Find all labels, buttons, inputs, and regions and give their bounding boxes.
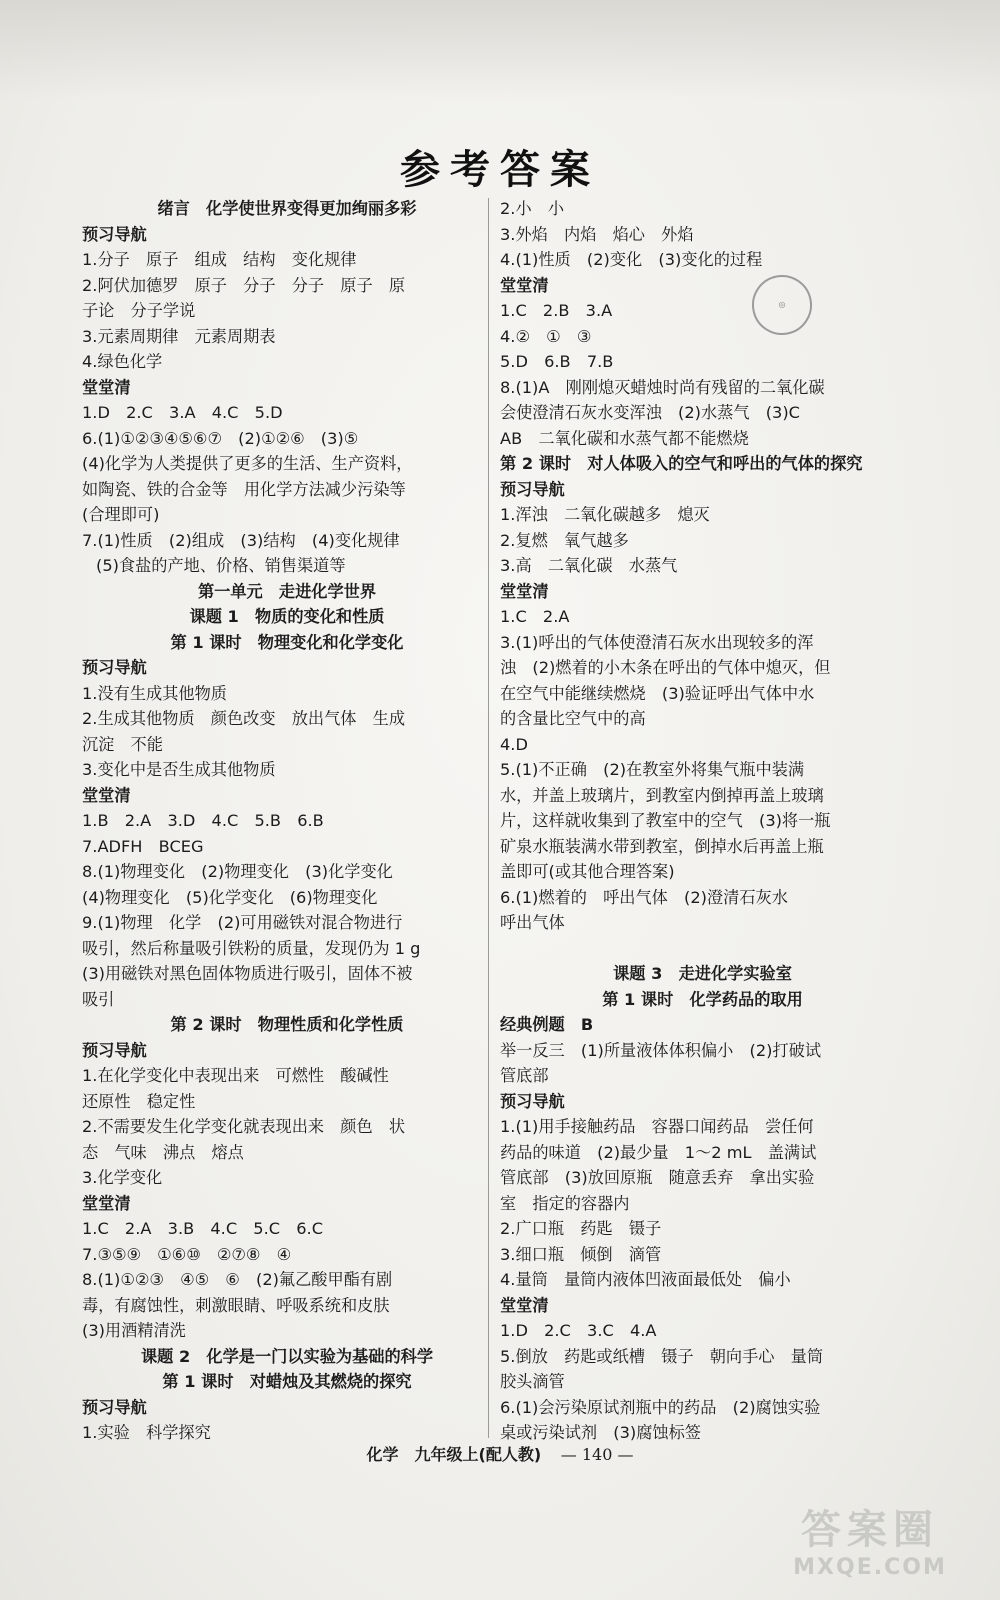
answer-line: 堂堂清: [500, 275, 549, 295]
answer-line: 沉淀 不能: [82, 734, 163, 754]
answer-line: 7.ADFH BCEG: [82, 836, 204, 856]
answer-line: 预习导航: [82, 658, 147, 677]
answer-line: 堂堂清: [82, 785, 131, 805]
right-column: [500, 196, 905, 1446]
answer-line: 1.实验 科学探究: [82, 1423, 211, 1442]
answer-line: (3)用磁铁对黑色固体物质进行吸引，固体不被: [82, 964, 413, 983]
answer-line: 2.生成其他物质 颜色改变 放出气体 生成: [82, 709, 406, 728]
stamp-icon: ◎: [746, 269, 817, 340]
answer-line: 1.C 2.A: [500, 607, 570, 626]
answer-line: 1.C 2.B 3.A: [500, 301, 613, 320]
watermark-url: MXQE.COM: [793, 1555, 947, 1580]
answer-line: 4.量筒 量筒内液体凹液面最低处 偏小: [500, 1270, 791, 1289]
answer-line: 第 2 课时 对人体吸入的空气和呼出的气体的探究: [500, 454, 863, 473]
answer-line: 盖即可(或其他合理答案): [500, 862, 675, 881]
answer-line: (4)物理变化 (5)化学变化 (6)物理变化: [82, 887, 378, 907]
answer-line: 5.(1)不正确 (2)在教室外将集气瓶中装满: [500, 760, 805, 779]
page-footer: [0, 1442, 1000, 1465]
answer-line: 1.没有生成其他物质: [82, 683, 227, 703]
answer-line: 6.(1)燃着的 呼出气体 (2)澄清石灰水: [500, 887, 788, 907]
answer-line: 5.倒放 药匙或纸槽 镊子 朝向手心 量筒: [500, 1346, 824, 1366]
answer-line: 5.D 6.B 7.B: [500, 352, 614, 371]
answer-line: 6.(1)会污染原试剂瓶中的药品 (2)腐蚀实验: [500, 1397, 821, 1417]
answer-line: 预习导航: [500, 1091, 565, 1111]
answer-line: 举一反三 (1)所量液体体积偏小 (2)打破试: [500, 1040, 822, 1060]
answer-line: 的含量比空气中的高: [500, 709, 646, 728]
answer-line: 1.浑浊 二氧化碳越多 熄灭: [500, 505, 710, 524]
left-column: [82, 196, 492, 1446]
answer-line: 第 1 课时 对蜡烛及其燃烧的探究: [162, 1372, 412, 1391]
answer-line: 2.阿伏加德罗 原子 分子 分子 原子 原: [82, 275, 406, 295]
answer-line: 3.(1)呼出的气体使澄清石灰水出现较多的浑: [500, 632, 814, 652]
answer-line: 7.(1)性质 (2)组成 (3)结构 (4)变化规律: [82, 530, 400, 550]
answer-line: 堂堂清: [500, 581, 549, 601]
footer-label: 化学 九年级上(配人教): [366, 1445, 542, 1464]
answer-line: 矿泉水瓶装满水带到教室，倒掉水后再盖上瓶: [500, 836, 824, 856]
watermark: [760, 1498, 980, 1580]
answer-line: 3.细口瓶 倾倒 滴管: [500, 1244, 662, 1264]
answer-line: 呼出气体: [500, 913, 565, 932]
answer-line: (4)化学为人类提供了更多的生活、生产资料，: [82, 454, 413, 473]
answer-line: 3.外焰 内焰 焰心 外焰: [500, 224, 694, 244]
answer-line: 片，这样就收集到了教室中的空气 (3)将一瓶: [500, 811, 831, 830]
answer-line: 还原性 稳定性: [82, 1091, 196, 1111]
watermark-logo: 答案圈: [801, 1507, 939, 1553]
answer-line: 预习导航: [82, 1040, 147, 1060]
answer-line: 在空气中能继续燃烧 (3)验证呼出气体中水: [500, 683, 815, 703]
answer-line: 1.D 2.C 3.A 4.C 5.D: [82, 403, 283, 422]
scan-shadow: [0, 0, 1000, 100]
answer-line: 堂堂清: [82, 377, 131, 397]
answer-line: 经典例题 B: [500, 1015, 594, 1034]
answer-line: 态 气味 沸点 熔点: [82, 1142, 244, 1162]
answer-line: 2.小 小: [500, 199, 565, 218]
answer-line: 1.D 2.C 3.C 4.A: [500, 1321, 657, 1340]
answer-line: 8.(1)A 刚刚熄灭蜡烛时尚有残留的二氧化碳: [500, 377, 825, 397]
answer-line: 1.B 2.A 3.D 4.C 5.B 6.B: [82, 811, 324, 830]
answer-line: 第一单元 走进化学世界: [197, 581, 377, 601]
answer-line: 第 2 课时 物理性质和化学性质: [170, 1015, 404, 1034]
answer-line: 管底部: [500, 1066, 549, 1085]
answer-line: 如陶瓷、铁的合金等 用化学方法减少污染等: [82, 479, 406, 499]
answer-line: [500, 936, 905, 962]
answer-line: 2.复燃 氧气越多: [500, 530, 629, 550]
answer-line: 毒，有腐蚀性，刺激眼睛、呼吸系统和皮肤: [82, 1295, 390, 1315]
answer-line: 3.高 二氧化碳 水蒸气: [500, 556, 678, 575]
answer-line: AB 二氧化碳和水蒸气都不能燃烧: [500, 428, 749, 448]
answer-line: 4.D: [500, 734, 528, 754]
answer-line: 预习导航: [82, 224, 147, 244]
answer-line: 浊 (2)燃着的小木条在呼出的气体中熄灭，但: [500, 658, 831, 677]
answer-line: (5)食盐的产地、价格、销售渠道等: [96, 556, 346, 575]
answer-line: 6.(1)①②③④⑤⑥⑦ (2)①②⑥ (3)⑤: [82, 428, 359, 448]
answer-line: 3.变化中是否生成其他物质: [82, 760, 276, 779]
answer-line: 3.元素周期律 元素周期表: [82, 326, 276, 346]
answer-line: 子论 分子学说: [82, 301, 196, 320]
answer-line: 预习导航: [500, 479, 565, 499]
answer-line: 管底部 (3)放回原瓶 随意丢弃 拿出实验: [500, 1168, 815, 1187]
answer-line: 课题 1 物质的变化和性质: [189, 607, 385, 626]
answer-line: 第 1 课时 物理变化和化学变化: [170, 632, 404, 652]
answer-line: 水，并盖上玻璃片，到教室内倒掉再盖上玻璃: [500, 785, 824, 805]
answer-line: 1.在化学变化中表现出来 可燃性 酸碱性: [82, 1066, 389, 1085]
answer-line: 7.③⑤⑨ ①⑥⑩ ②⑦⑧ ④: [82, 1244, 292, 1264]
answer-line: 吸引: [82, 989, 115, 1009]
answer-line: 桌或污染试剂 (3)腐蚀标签: [500, 1423, 701, 1442]
answer-line: 4.② ① ③: [500, 326, 592, 346]
page-number: — 140 —: [560, 1445, 634, 1464]
answer-line: 4.绿色化学: [82, 352, 163, 371]
page-title: 参考答案: [400, 146, 600, 193]
answer-line: 第 1 课时 化学药品的取用: [602, 989, 803, 1009]
answer-line: 会使澄清石灰水变浑浊 (2)水蒸气 (3)C: [500, 403, 800, 422]
answer-line: 1.分子 原子 组成 结构 变化规律: [82, 250, 357, 269]
answer-line: 4.(1)性质 (2)变化 (3)变化的过程: [500, 250, 763, 269]
answer-line: 绪言 化学使世界变得更加绚丽多彩: [157, 199, 417, 218]
answer-line: 堂堂清: [500, 1295, 549, 1315]
answer-line: 课题 3 走进化学实验室: [613, 964, 792, 983]
answer-line: 2.广口瓶 药匙 镊子: [500, 1219, 662, 1238]
answer-line: 课题 2 化学是一门以实验为基础的科学: [140, 1346, 434, 1366]
answer-line: 3.化学变化: [82, 1168, 163, 1187]
answer-line: 胶头滴管: [500, 1372, 565, 1391]
answer-line: (3)用酒精清洗: [82, 1321, 186, 1340]
answer-line: 预习导航: [82, 1397, 147, 1417]
answer-line: 药品的味道 (2)最少量 1～2 mL 盖满试: [500, 1142, 817, 1162]
answer-line: (合理即可): [82, 505, 160, 524]
answer-line: 2.不需要发生化学变化就表现出来 颜色 状: [82, 1117, 406, 1136]
answer-line: 8.(1)物理变化 (2)物理变化 (3)化学变化: [82, 862, 393, 881]
answer-line: 1.C 2.A 3.B 4.C 5.C 6.C: [82, 1219, 323, 1238]
answer-line: 8.(1)①②③ ④⑤ ⑥ (2)氟乙酸甲酯有剧: [82, 1270, 393, 1289]
answer-line: 室 指定的容器内: [500, 1193, 630, 1213]
answer-line: 堂堂清: [82, 1193, 131, 1213]
answer-line: 吸引，然后称量吸引铁粉的质量，发现仍为 1 g: [82, 938, 421, 958]
answer-line: 9.(1)物理 化学 (2)可用磁铁对混合物进行: [82, 913, 403, 932]
answer-line: 1.(1)用手接触药品 容器口闻药品 尝任何: [500, 1117, 814, 1136]
